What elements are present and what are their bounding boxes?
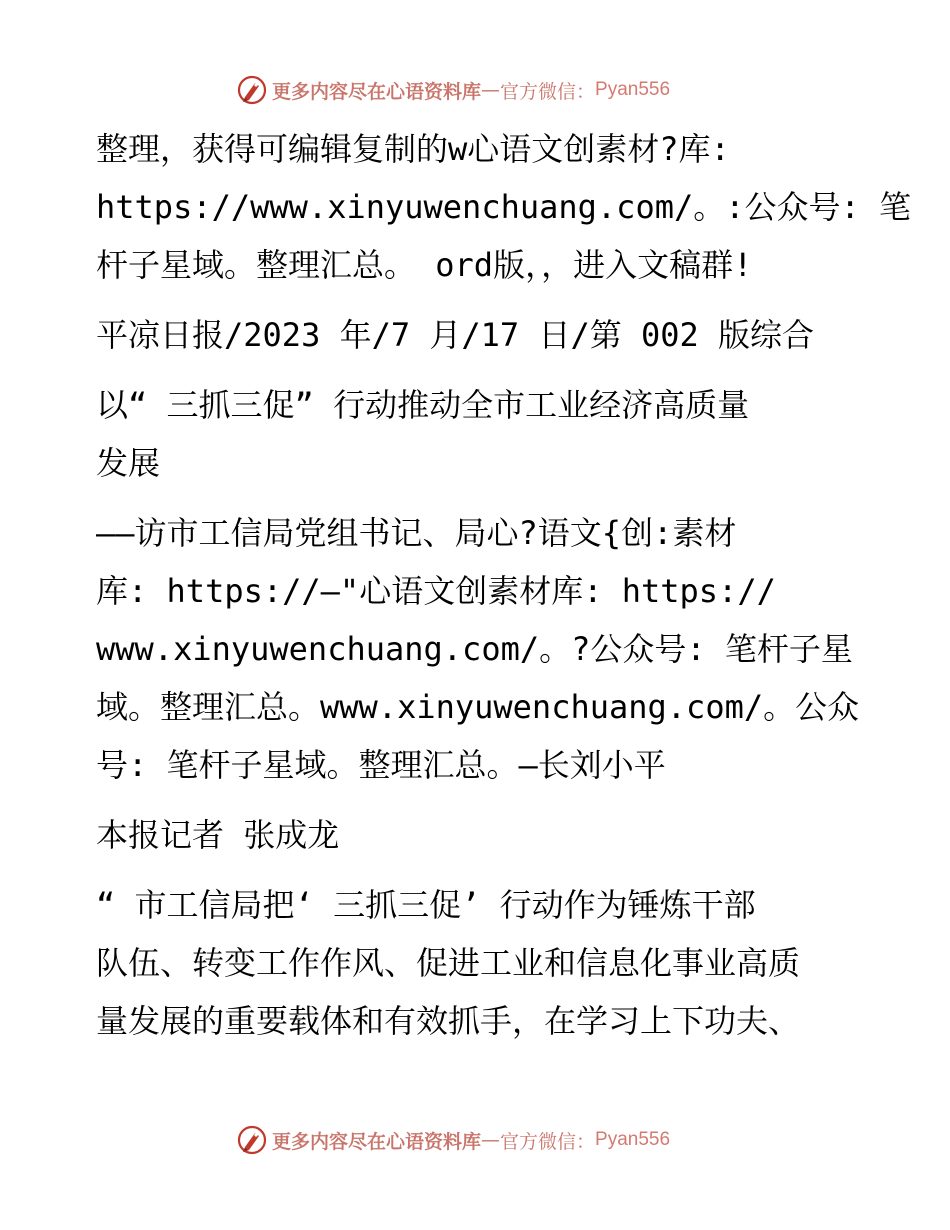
article-title: 以“ 三抓三促” 行动推动全市工业经济高质量 — [96, 386, 750, 424]
text-line: 号: 笔杆子星域。整理汇总。—长刘小平 — [96, 746, 666, 784]
pen-nib-circle-icon — [236, 1124, 268, 1156]
newspaper-source-line: 平凉日报/2023 年/7 月/17 日/第 002 版综合 — [96, 316, 815, 354]
footer-watermark-banner — [236, 1122, 716, 1158]
text-line: 库: https://—"心语文创素材库: https:// — [96, 572, 776, 610]
paragraph-line: “ 市工信局把‘ 三抓三促’ 行动作为锤炼干部 — [96, 886, 756, 924]
text-line: 域。整理汇总。www.xinyuwenchuang.com/。公众 — [96, 688, 860, 726]
header-watermark-banner — [236, 72, 716, 108]
banner-separator: — — [481, 1129, 501, 1151]
reporter-byline: 本报记者 张成龙 — [96, 816, 340, 854]
article-subtitle: ——访市工信局党组书记、局心?语文{创:素材 — [96, 514, 737, 552]
banner-main-text: 更多内容尽在心语资料库 — [272, 80, 482, 103]
text-line: 杆子星域。整理汇总。 ord版，，进入文稿群! — [96, 246, 753, 284]
text-line: 整理，获得可编辑复制的w心语文创素材?库: — [96, 130, 730, 168]
banner-main-text: 更多内容尽在心语资料库 — [272, 1130, 482, 1153]
banner-colon: ： — [576, 80, 596, 103]
banner-separator: — — [481, 79, 501, 101]
article-body — [96, 120, 912, 1050]
banner-wechat-label: 官方微信 — [500, 80, 577, 103]
banner-wechat-label: 官方微信 — [500, 1130, 577, 1153]
paragraph-line: 队伍、转变工作作风、促进工业和信息化事业高质 — [96, 944, 801, 982]
paragraph-line: 量发展的重要载体和有效抓手，在学习上下功夫、 — [96, 1002, 801, 1040]
pen-nib-circle-icon — [236, 74, 268, 106]
banner-wechat-id: Pyan556 — [595, 1129, 671, 1150]
article-title-cont: 发展 — [96, 444, 161, 482]
text-line: www.xinyuwenchuang.com/。?公众号: 笔杆子星 — [96, 630, 853, 668]
text-line: https://www.xinyuwenchuang.com/。:公众号: 笔 — [96, 188, 912, 226]
banner-colon: ： — [576, 1130, 596, 1153]
banner-wechat-id: Pyan556 — [595, 79, 671, 100]
